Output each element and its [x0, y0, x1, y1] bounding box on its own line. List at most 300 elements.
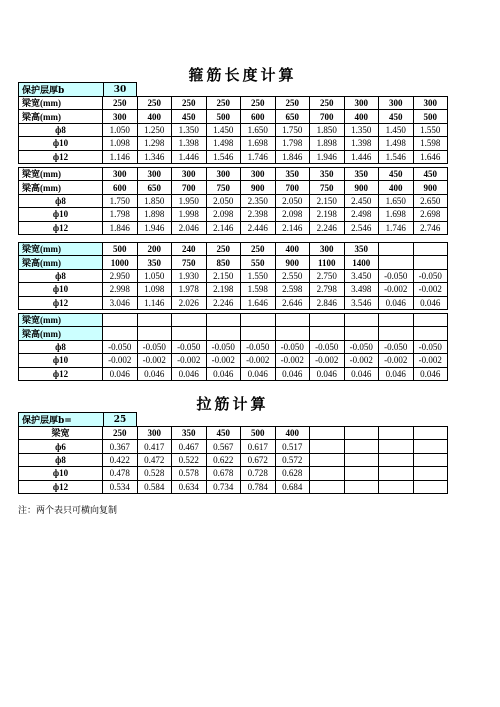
table-row — [19, 221, 448, 234]
table-cell: 2.050 — [206, 194, 241, 207]
table-cell: -0.050 — [379, 269, 414, 282]
table-cell: 3.046 — [103, 296, 138, 309]
table-row — [19, 327, 448, 340]
table-cell: 2.246 — [206, 296, 241, 309]
table-cell[interactable] — [103, 314, 138, 327]
table-cell: 1.850 — [137, 194, 172, 207]
table-cell[interactable]: 250 — [137, 97, 172, 110]
table-cell[interactable]: 250 — [103, 97, 138, 110]
table-cell: 0.046 — [413, 367, 448, 380]
row-label: ф10 — [19, 354, 103, 367]
table-cell[interactable] — [344, 427, 379, 440]
table-cell[interactable] — [137, 314, 172, 327]
table-cell: 1.698 — [379, 208, 414, 221]
table-row — [19, 427, 448, 440]
table-row — [19, 194, 448, 207]
table-cell[interactable]: 450 — [379, 110, 414, 123]
table-cell: 0.634 — [172, 480, 207, 493]
table-cell[interactable]: 350 — [275, 168, 310, 181]
table-cell: -0.050 — [103, 340, 138, 353]
table-cell: -0.002 — [172, 354, 207, 367]
table-cell: -0.050 — [137, 340, 172, 353]
table-cell: -0.050 — [379, 340, 414, 353]
stirrup-table-4 — [18, 313, 448, 381]
table-cell[interactable]: 500 — [413, 110, 448, 123]
table-cell[interactable]: 650 — [275, 110, 310, 123]
table-cell[interactable]: 250 — [103, 427, 138, 440]
table-cell[interactable]: 300 — [413, 97, 448, 110]
table-row — [19, 123, 448, 136]
table-cell[interactable] — [413, 243, 448, 256]
table-cell — [413, 453, 448, 466]
table-cell: -0.050 — [310, 340, 345, 353]
table-cell: 1.746 — [379, 221, 414, 234]
tie-cover-label: 保护层厚b= — [19, 413, 104, 427]
table-cell: 0.046 — [344, 367, 379, 380]
table-cell[interactable]: 350 — [344, 168, 379, 181]
table-row — [19, 354, 448, 367]
table-cell: -0.050 — [206, 340, 241, 353]
table-cell[interactable]: 450 — [206, 427, 241, 440]
tie-title: 拉筋计算 — [196, 395, 269, 413]
table-cell: 1.550 — [241, 269, 276, 282]
table-cell[interactable] — [241, 314, 276, 327]
table-cell[interactable]: 600 — [241, 110, 276, 123]
table-cell: 0.046 — [379, 296, 414, 309]
table-row — [19, 137, 448, 150]
table-cell[interactable]: 300 — [103, 168, 138, 181]
table-cell: 2.246 — [310, 221, 345, 234]
table-cell: 1.930 — [172, 269, 207, 282]
table-row — [19, 340, 448, 353]
table-cell[interactable]: 300 — [344, 97, 379, 110]
table-cell[interactable]: 250 — [241, 97, 276, 110]
row-label: 梁高(mm) — [19, 110, 103, 123]
table-cell: -0.002 — [275, 354, 310, 367]
table-cell — [344, 467, 379, 480]
row-label: 梁高(mm) — [19, 256, 103, 269]
table-cell: 1.350 — [344, 123, 379, 136]
table-cell[interactable] — [103, 327, 138, 340]
table-cell: 0.517 — [275, 440, 310, 453]
table-cell: 1.498 — [206, 137, 241, 150]
table-cell: 0.046 — [275, 367, 310, 380]
table-cell[interactable]: 850 — [206, 256, 241, 269]
table-cell: -0.002 — [379, 283, 414, 296]
row-label: ф12 — [19, 150, 103, 163]
row-label: ф10 — [19, 137, 103, 150]
table-cell[interactable] — [413, 427, 448, 440]
table-cell: 2.546 — [344, 221, 379, 234]
table-row — [19, 283, 448, 296]
row-label: ф12 — [19, 221, 103, 234]
table-row — [19, 367, 448, 380]
table-cell: 1.250 — [137, 123, 172, 136]
table-cell: 1.898 — [310, 137, 345, 150]
table-cell[interactable] — [310, 314, 345, 327]
row-label: 梁宽(mm) — [19, 97, 103, 110]
table-cell[interactable] — [172, 314, 207, 327]
table-cell[interactable]: 650 — [137, 181, 172, 194]
table-cell[interactable]: 240 — [172, 243, 207, 256]
table-cell[interactable]: 250 — [310, 97, 345, 110]
tie-cover-table — [18, 412, 137, 427]
table-cell: 2.098 — [275, 208, 310, 221]
row-label: ф6 — [19, 440, 103, 453]
table-cell: 2.798 — [310, 283, 345, 296]
table-cell[interactable]: 750 — [172, 256, 207, 269]
table-cell[interactable]: 250 — [206, 243, 241, 256]
table-cell[interactable] — [413, 327, 448, 340]
table-cell[interactable] — [275, 327, 310, 340]
table-cell: 1.978 — [172, 283, 207, 296]
row-label: ф8 — [19, 123, 103, 136]
table-cell[interactable]: 350 — [172, 427, 207, 440]
table-cell: 1.598 — [241, 283, 276, 296]
table-cell: 1.846 — [275, 150, 310, 163]
table-cell: 0.684 — [275, 480, 310, 493]
table-cell: 1.646 — [413, 150, 448, 163]
table-cell[interactable]: 450 — [379, 168, 414, 181]
table-cell: 0.046 — [103, 367, 138, 380]
table-cell: 1.650 — [241, 123, 276, 136]
table-cell[interactable]: 250 — [241, 243, 276, 256]
table-cell: 1.550 — [413, 123, 448, 136]
table-cell[interactable]: 300 — [310, 243, 345, 256]
table-cell: 1.498 — [379, 137, 414, 150]
table-cell — [310, 440, 345, 453]
table-cell[interactable]: 450 — [172, 110, 207, 123]
row-label: ф12 — [19, 367, 103, 380]
table-cell: 0.534 — [103, 480, 138, 493]
table-cell: 0.046 — [413, 296, 448, 309]
table-cell[interactable]: 400 — [344, 110, 379, 123]
table-cell: 2.146 — [275, 221, 310, 234]
table-cell: 0.478 — [103, 467, 138, 480]
table-row — [19, 256, 448, 269]
table-cell[interactable]: 250 — [275, 97, 310, 110]
table-cell: 2.050 — [275, 194, 310, 207]
table-row — [19, 453, 448, 466]
table-cell[interactable]: 400 — [379, 181, 414, 194]
row-label: 梁宽(mm) — [19, 314, 103, 327]
table-cell: 3.546 — [344, 296, 379, 309]
table-cell — [344, 480, 379, 493]
table-row — [19, 208, 448, 221]
table-cell: 0.628 — [275, 467, 310, 480]
table-cell: 2.146 — [206, 221, 241, 234]
table-cell[interactable]: 400 — [137, 110, 172, 123]
table-cell[interactable]: 250 — [172, 97, 207, 110]
table-cell — [413, 467, 448, 480]
table-cell: 1.546 — [379, 150, 414, 163]
table-cell: 0.472 — [137, 453, 172, 466]
table-cell: 1.050 — [137, 269, 172, 282]
table-cell: 0.578 — [172, 467, 207, 480]
table-cell[interactable] — [344, 327, 379, 340]
table-cell: -0.050 — [172, 340, 207, 353]
table-cell[interactable]: 400 — [275, 243, 310, 256]
table-cell[interactable] — [172, 327, 207, 340]
table-cell[interactable]: 900 — [275, 256, 310, 269]
table-cell[interactable]: 550 — [241, 256, 276, 269]
table-cell[interactable]: 600 — [103, 181, 138, 194]
table-cell[interactable] — [241, 327, 276, 340]
table-row — [19, 150, 448, 163]
table-row — [19, 269, 448, 282]
table-cell: -0.050 — [413, 269, 448, 282]
table-cell[interactable] — [379, 314, 414, 327]
table-cell[interactable]: 700 — [310, 110, 345, 123]
table-cell: 0.617 — [241, 440, 276, 453]
table-cell: 2.650 — [413, 194, 448, 207]
row-label: ф10 — [19, 208, 103, 221]
table-cell: 1.750 — [103, 194, 138, 207]
table-cell: -0.002 — [241, 354, 276, 367]
table-cell: 0.046 — [137, 367, 172, 380]
table-cell: 2.150 — [310, 194, 345, 207]
table-cell: 1.846 — [103, 221, 138, 234]
table-row — [19, 110, 448, 123]
table-cell[interactable]: 1000 — [103, 256, 138, 269]
table-cell[interactable]: 400 — [275, 427, 310, 440]
table-cell: 1.346 — [137, 150, 172, 163]
table-cell[interactable]: 300 — [379, 97, 414, 110]
table-cell: 0.422 — [103, 453, 138, 466]
table-cell: 2.098 — [206, 208, 241, 221]
table-cell: 2.846 — [310, 296, 345, 309]
table-cell: 2.950 — [103, 269, 138, 282]
stirrup-table-2 — [18, 167, 448, 235]
table-cell — [310, 480, 345, 493]
table-cell: 0.584 — [137, 480, 172, 493]
row-label: ф10 — [19, 467, 103, 480]
tie-cover-value[interactable]: 25 — [104, 413, 137, 427]
table-cell: -0.002 — [310, 354, 345, 367]
table-cell: 2.350 — [241, 194, 276, 207]
row-label: 梁高(mm) — [19, 327, 103, 340]
table-cell: 1.050 — [103, 123, 138, 136]
table-cell[interactable]: 250 — [206, 97, 241, 110]
table-cell: 3.498 — [344, 283, 379, 296]
table-row — [19, 181, 448, 194]
table-cell: 1.750 — [275, 123, 310, 136]
table-cell[interactable] — [310, 427, 345, 440]
table-cell: 1.398 — [344, 137, 379, 150]
table-cell: 1.798 — [103, 208, 138, 221]
table-cell[interactable]: 750 — [310, 181, 345, 194]
table-row — [19, 296, 448, 309]
table-cell[interactable] — [344, 314, 379, 327]
table-cell[interactable] — [413, 256, 448, 269]
table-cell — [344, 453, 379, 466]
table-row — [19, 440, 448, 453]
stirrup-cover-table — [18, 82, 137, 97]
table-cell: 0.784 — [241, 480, 276, 493]
table-cell: 3.450 — [344, 269, 379, 282]
table-cell: 1.946 — [137, 221, 172, 234]
table-cell: 0.528 — [137, 467, 172, 480]
stirrup-cover-label: 保护层厚b — [19, 83, 104, 97]
table-cell[interactable]: 700 — [275, 181, 310, 194]
stirrup-cover-value[interactable]: 30 — [104, 83, 137, 97]
table-cell: 1.398 — [172, 137, 207, 150]
table-cell — [413, 480, 448, 493]
table-cell[interactable]: 300 — [103, 110, 138, 123]
table-cell[interactable] — [206, 314, 241, 327]
table-cell: 2.750 — [310, 269, 345, 282]
table-cell — [379, 453, 414, 466]
table-cell: -0.050 — [413, 340, 448, 353]
table-cell: 1.998 — [172, 208, 207, 221]
row-label: 梁宽(mm) — [19, 243, 103, 256]
table-cell: 0.467 — [172, 440, 207, 453]
table-cell: 2.198 — [310, 208, 345, 221]
table-cell: 0.417 — [137, 440, 172, 453]
table-cell[interactable] — [413, 314, 448, 327]
table-row — [19, 480, 448, 493]
table-cell: 0.678 — [206, 467, 241, 480]
table-cell: -0.002 — [344, 354, 379, 367]
table-cell[interactable]: 700 — [172, 181, 207, 194]
table-cell[interactable]: 350 — [344, 243, 379, 256]
table-cell: 0.672 — [241, 453, 276, 466]
table-cell: 2.450 — [344, 194, 379, 207]
table-cell: 0.522 — [172, 453, 207, 466]
table-cell[interactable]: 350 — [137, 256, 172, 269]
table-cell: 1.646 — [241, 296, 276, 309]
table-cell: 2.550 — [275, 269, 310, 282]
table-cell: 2.598 — [275, 283, 310, 296]
table-row — [19, 243, 448, 256]
table-cell: 0.046 — [310, 367, 345, 380]
table-cell — [379, 467, 414, 480]
table-cell — [310, 453, 345, 466]
stirrup-title: 箍筋长度计算 — [188, 66, 297, 84]
table-cell: 0.046 — [379, 367, 414, 380]
row-label: ф8 — [19, 453, 103, 466]
table-cell: 1.850 — [310, 123, 345, 136]
table-cell — [379, 480, 414, 493]
row-label: ф10 — [19, 283, 103, 296]
table-cell — [413, 440, 448, 453]
table-cell: 0.046 — [241, 367, 276, 380]
table-cell: 2.698 — [413, 208, 448, 221]
table-cell: 1.746 — [241, 150, 276, 163]
table-cell: 2.026 — [172, 296, 207, 309]
table-cell: 0.572 — [275, 453, 310, 466]
table-cell[interactable] — [379, 327, 414, 340]
table-cell: 1.698 — [241, 137, 276, 150]
table-cell: -0.050 — [344, 340, 379, 353]
table-cell[interactable]: 300 — [172, 168, 207, 181]
row-label: ф8 — [19, 269, 103, 282]
table-cell: 2.446 — [241, 221, 276, 234]
row-label: ф8 — [19, 194, 103, 207]
row-label: ф8 — [19, 340, 103, 353]
table-cell[interactable]: 300 — [137, 168, 172, 181]
table-cell: 2.198 — [206, 283, 241, 296]
table-cell: 2.046 — [172, 221, 207, 234]
table-cell[interactable] — [275, 314, 310, 327]
table-cell[interactable] — [137, 327, 172, 340]
table-cell[interactable]: 900 — [344, 181, 379, 194]
stirrup-table-3 — [18, 242, 448, 310]
table-cell: 1.950 — [172, 194, 207, 207]
row-label: 梁宽 — [19, 427, 103, 440]
row-label: ф12 — [19, 296, 103, 309]
table-cell: 0.728 — [241, 467, 276, 480]
table-cell: 1.450 — [206, 123, 241, 136]
table-cell[interactable]: 300 — [206, 168, 241, 181]
table-cell[interactable] — [379, 243, 414, 256]
table-cell: -0.002 — [413, 283, 448, 296]
table-cell[interactable]: 300 — [241, 168, 276, 181]
table-cell[interactable]: 750 — [206, 181, 241, 194]
table-cell: 1.446 — [344, 150, 379, 163]
table-cell: 1.098 — [137, 283, 172, 296]
table-cell: 1.650 — [379, 194, 414, 207]
table-cell[interactable] — [379, 256, 414, 269]
table-cell[interactable] — [379, 427, 414, 440]
table-cell: 2.646 — [275, 296, 310, 309]
table-cell[interactable]: 200 — [137, 243, 172, 256]
stirrup-table-1 — [18, 96, 448, 164]
table-cell[interactable] — [206, 327, 241, 340]
table-cell: -0.002 — [413, 354, 448, 367]
table-cell: 1.946 — [310, 150, 345, 163]
table-cell[interactable]: 500 — [206, 110, 241, 123]
table-cell[interactable]: 900 — [241, 181, 276, 194]
table-cell: 1.098 — [103, 137, 138, 150]
table-cell: 1.546 — [206, 150, 241, 163]
table-cell: 0.367 — [103, 440, 138, 453]
table-cell[interactable]: 500 — [241, 427, 276, 440]
table-cell: -0.050 — [275, 340, 310, 353]
table-cell: 0.046 — [206, 367, 241, 380]
table-cell[interactable]: 450 — [413, 168, 448, 181]
table-cell: -0.002 — [206, 354, 241, 367]
table-cell: 1.798 — [275, 137, 310, 150]
footnote: 注：两个表只可横向复制 — [18, 506, 118, 516]
table-cell[interactable] — [310, 327, 345, 340]
table-cell[interactable]: 1100 — [310, 256, 345, 269]
table-cell: 2.150 — [206, 269, 241, 282]
table-cell: 1.898 — [137, 208, 172, 221]
table-cell[interactable]: 1400 — [344, 256, 379, 269]
table-cell: -0.002 — [103, 354, 138, 367]
table-cell: 2.746 — [413, 221, 448, 234]
table-cell: 0.622 — [206, 453, 241, 466]
table-row — [19, 467, 448, 480]
table-cell: 1.446 — [172, 150, 207, 163]
table-cell[interactable]: 900 — [413, 181, 448, 194]
table-row — [19, 97, 448, 110]
table-cell: 1.146 — [137, 296, 172, 309]
table-cell: 2.498 — [344, 208, 379, 221]
table-cell: 0.734 — [206, 480, 241, 493]
table-cell[interactable]: 500 — [103, 243, 138, 256]
table-cell[interactable]: 300 — [137, 427, 172, 440]
table-cell: -0.050 — [241, 340, 276, 353]
table-row — [19, 314, 448, 327]
table-cell: -0.002 — [137, 354, 172, 367]
table-cell: -0.002 — [379, 354, 414, 367]
row-label: 梁宽(mm) — [19, 168, 103, 181]
table-cell — [310, 467, 345, 480]
table-cell: 1.350 — [172, 123, 207, 136]
table-cell[interactable]: 350 — [310, 168, 345, 181]
